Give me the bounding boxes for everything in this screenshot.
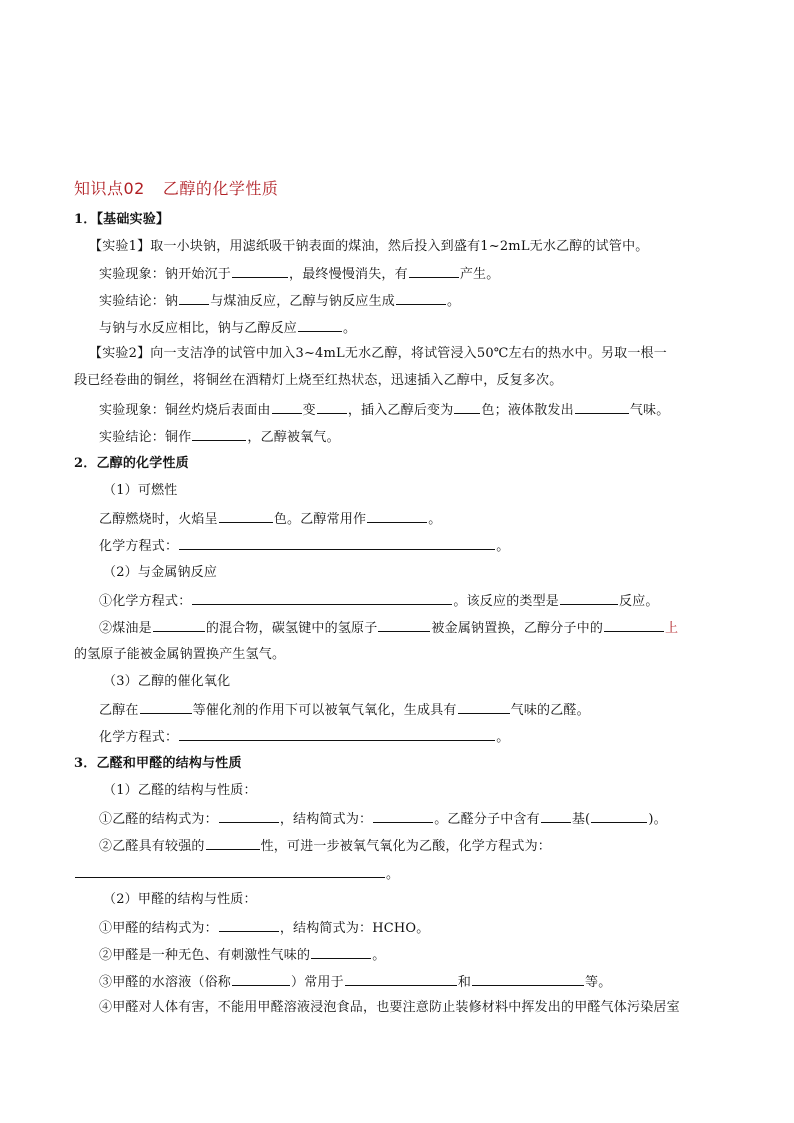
compare-line — [99, 318, 356, 338]
fm1-text-b: ，结构简式为：HCHO。 — [279, 921, 430, 936]
exp2-observation — [99, 400, 669, 420]
compare-text-a: 与钠与水反应相比，钠与乙醇反应 — [99, 321, 298, 336]
na2-blank-1 — [153, 618, 205, 632]
exp2-obs-text-b: 变 — [302, 403, 316, 418]
kerosene-line — [99, 618, 678, 638]
exp1-conclusion — [99, 291, 460, 311]
ox-eq-end: 。 — [496, 730, 510, 745]
fm2-blank — [311, 945, 371, 959]
ald1-blank-2 — [373, 809, 433, 823]
burn-eq-end: 。 — [496, 539, 510, 554]
exp1-obs-blank-1 — [232, 264, 288, 278]
s2-title: 2．乙醇的化学性质 — [74, 456, 189, 471]
ald2-text-b: 性，可进一步被氧气氧化为乙酸，化学方程式为： — [260, 839, 552, 854]
fm3-blank-2 — [345, 972, 457, 986]
burn-blank-1 — [219, 509, 273, 523]
na-type-text-a: 。该反应的类型是 — [453, 594, 560, 609]
ald1-blank-1 — [219, 809, 279, 823]
formaldehyde-gas — [99, 945, 385, 965]
s2-sub1: （1）可燃性 — [103, 483, 178, 498]
fm3-blank-1 — [232, 972, 290, 986]
ald2-blank — [206, 836, 260, 850]
burn-text-c: 。 — [428, 512, 442, 527]
ald1-blank-4 — [591, 809, 647, 823]
na2-blank-2 — [378, 618, 430, 632]
ald1-text-b: ，结构简式为： — [279, 812, 373, 827]
exp2-obs-blank-3 — [454, 400, 480, 414]
na2-red-text: 上 — [665, 621, 679, 636]
compare-text-b: 。 — [343, 321, 357, 336]
burn-text-a: 乙醇燃烧时，火焰呈 — [99, 512, 218, 527]
s2-sub2: （2）与金属钠反应 — [103, 565, 218, 580]
section-title: 乙醇的化学性质 — [162, 179, 279, 198]
acetaldehyde-equation — [74, 864, 399, 884]
ald2-eq-end: 。 — [386, 867, 400, 882]
ox-text-c: 气味的乙醛。 — [510, 703, 590, 718]
acetaldehyde-structure — [99, 809, 667, 829]
ox-equation — [99, 727, 509, 747]
ald1-text-e: )。 — [648, 812, 667, 827]
exp1-con-text-b: 与煤油反应，乙醇与钠反应生成 — [210, 294, 396, 309]
ald1-text-d: 基( — [571, 812, 591, 827]
compare-blank — [298, 318, 342, 332]
exp2-con-text-b: ，乙醇被氧气。 — [247, 430, 340, 445]
fm1-blank — [219, 918, 279, 932]
fm3-text-d: 等。 — [585, 975, 612, 990]
kerosene-line-cont: 的氢原子能被金属钠置换产生氢气。 — [74, 647, 286, 662]
formaldehyde-structure — [99, 918, 430, 938]
exp1-obs-text-a: 实验现象：钠开始沉于 — [99, 267, 232, 282]
ald1-blank-3 — [541, 809, 571, 823]
ox-eq-label: 化学方程式： — [99, 730, 179, 745]
burn-eq-blank — [179, 536, 495, 550]
burn-blank-2 — [367, 509, 427, 523]
exp2-obs-text-c: ，插入乙醇后变为 — [347, 403, 454, 418]
formaldehyde-solution — [99, 972, 611, 992]
na-equation — [99, 591, 659, 611]
exp1-con-blank-2 — [396, 291, 446, 305]
s3-sub1: （1）乙醛的结构与性质： — [103, 783, 257, 798]
na-eq-label: ①化学方程式： — [99, 594, 192, 609]
exp2-obs-blank-1 — [272, 400, 302, 414]
ald1-text-a: ①乙醛的结构式为： — [99, 812, 218, 827]
burn-equation — [99, 536, 509, 556]
na-type-blank — [560, 591, 618, 605]
fm3-text-b: ）常用于 — [291, 975, 344, 990]
fm1-text-a: ①甲醛的结构式为： — [99, 921, 218, 936]
fm3-blank-3 — [472, 972, 584, 986]
exp2-description-1: 【实验2】向一支洁净的试管中加入3~4mL无水乙醇，将试管浸入50℃左右的热水中。另取一根一 — [89, 346, 667, 361]
exp2-con-text-a: 实验结论：铜作 — [99, 430, 192, 445]
fm3-text-c: 和 — [457, 975, 472, 990]
exp1-obs-text-c: 产生。 — [459, 267, 500, 282]
exp2-con-blank — [192, 427, 246, 441]
exp2-conclusion — [99, 427, 340, 447]
exp2-obs-blank-2 — [317, 400, 347, 414]
ox-blank-1 — [140, 700, 192, 714]
fm3-text-a: ③甲醛的水溶液（俗称 — [99, 975, 232, 990]
formaldehyde-hazard: ④甲醛对人体有害，不能用甲醛溶液浸泡食品，也要注意防止装修材料中挥发出的甲醛气体污染居室 — [99, 1000, 680, 1015]
ald2-text-a: ②乙醛具有较强的 — [99, 839, 205, 854]
exp1-con-text-a: 实验结论：钠 — [99, 294, 179, 309]
ald1-text-c: 。乙醛分子中含有 — [434, 812, 540, 827]
burn-text-b: 色。乙醇常用作 — [273, 512, 367, 527]
na-type-text-b: 反应。 — [619, 594, 659, 609]
ald2-eq-blank — [75, 864, 385, 878]
s3-title: 3．乙醛和甲醛的结构与性质 — [74, 756, 242, 771]
exp1-observation — [99, 264, 499, 284]
section-heading — [74, 176, 278, 199]
na2-text-c: 被金属钠置换，乙醇分子中的 — [431, 621, 604, 636]
exp2-obs-text-a: 实验现象：铜丝灼烧后表面由 — [99, 403, 271, 418]
na-eq-blank — [192, 591, 452, 605]
exp1-description: 【实验1】取一小块钠，用滤纸吸干钠表面的煤油，然后投入到盛有1~2mL无水乙醇的试管中。 — [89, 239, 649, 254]
exp1-obs-blank-2 — [409, 264, 459, 278]
section-code: 知识点02 — [74, 179, 145, 198]
na2-text-a: ②煤油是 — [99, 621, 152, 636]
ox-text-b: 等催化剂的作用下可以被氧气氧化，生成具有 — [192, 703, 457, 718]
burn-eq-label: 化学方程式： — [99, 539, 179, 554]
ox-eq-blank — [179, 727, 495, 741]
exp1-con-blank-1 — [179, 291, 209, 305]
ox-blank-2 — [458, 700, 510, 714]
exp2-obs-blank-4 — [575, 400, 629, 414]
exp2-obs-text-d: 色；液体散发出 — [481, 403, 574, 418]
ox-text-a: 乙醇在 — [99, 703, 139, 718]
exp2-obs-text-e: 气味。 — [629, 403, 670, 418]
s1-title: 1．【基础实验】 — [74, 212, 170, 227]
na2-blank-3 — [604, 618, 664, 632]
na2-text-b: 的混合物，碳氢键中的氢原子 — [205, 621, 378, 636]
exp1-obs-text-b: ，最终慢慢消失，有 — [289, 267, 408, 282]
exp1-con-text-c: 。 — [447, 294, 461, 309]
exp2-description-2: 段已经卷曲的铜丝，将铜丝在酒精灯上烧至红热状态，迅速插入乙醇中，反复多次。 — [74, 373, 563, 388]
fm2-text-a: ②甲醛是一种无色、有刺激性气味的 — [99, 948, 311, 963]
s2-sub3: （3）乙醇的催化氧化 — [103, 674, 231, 689]
s3-sub2: （2）甲醛的结构与性质： — [103, 892, 257, 907]
fm2-text-b: 。 — [372, 948, 386, 963]
burn-line — [99, 509, 441, 529]
acetaldehyde-property — [99, 836, 551, 856]
oxidation-line — [99, 700, 590, 720]
